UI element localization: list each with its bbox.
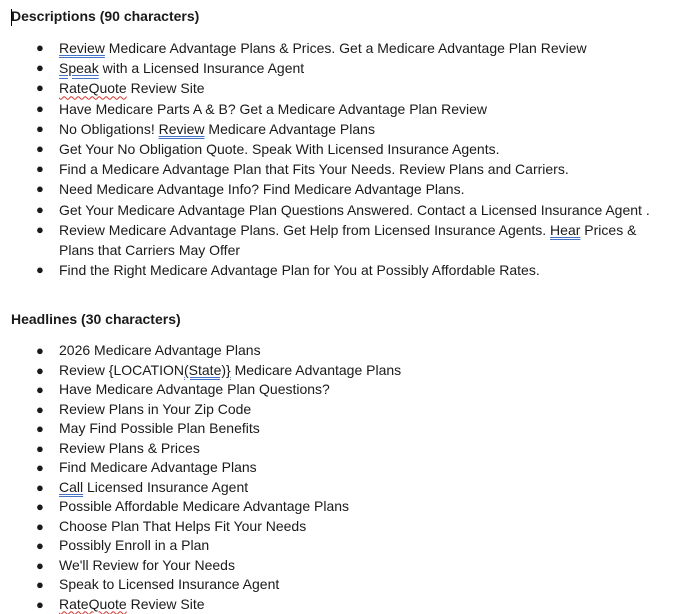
list-item <box>11 200 651 220</box>
bullet-icon: ● <box>36 596 44 612</box>
bullet-icon: ● <box>36 499 44 514</box>
item-text: Have Medicare Parts A & B? Get a Medicare Advantage Plan Review <box>59 100 488 117</box>
list-item <box>11 78 651 98</box>
item-text: Licensed Insurance Agent <box>83 478 249 495</box>
list-item <box>11 99 651 119</box>
list-item <box>11 260 651 280</box>
item-text: Get Your No Obligation Quote. Speak With Licensed Insurance Agents. <box>59 141 500 158</box>
item-text: Review {LOCATION <box>59 361 184 378</box>
list-item <box>11 419 651 439</box>
item-text: We'll Review for Your Needs <box>59 556 235 573</box>
bullet-icon: ● <box>36 120 44 136</box>
list-item <box>11 119 651 139</box>
list-item <box>11 380 651 400</box>
bullet-icon: ● <box>36 421 44 436</box>
item-text: Choose Plan That Helps Fit Your Needs <box>59 517 307 534</box>
list-item <box>11 517 651 537</box>
item-text: Need Medicare Advantage Info? Find Medicare Advantage Plans. <box>59 181 465 198</box>
item-text: Find Medicare Advantage Plans <box>59 459 257 475</box>
bullet-icon: ● <box>36 382 44 397</box>
grammar-flag-word[interactable]: Review <box>158 120 205 137</box>
list-item <box>11 458 651 478</box>
item-text: Medicare Advantage Plans <box>204 120 375 137</box>
bullet-icon: ● <box>36 557 44 573</box>
spelling-error-word[interactable]: RateQuote <box>59 80 127 97</box>
grammar-flag-word[interactable]: Hear <box>550 221 581 238</box>
list-item <box>11 536 651 556</box>
list-item <box>11 400 651 420</box>
item-text: Review Plans & Prices <box>59 439 200 456</box>
item-text: Medicare Advantage Plans <box>230 361 402 378</box>
item-text: with a Licensed Insurance Agent <box>98 60 305 77</box>
item-text: Have Medicare Advantage Plan Questions? <box>59 381 330 397</box>
item-text: Possibly Enroll in a Plan <box>59 537 210 553</box>
list-item <box>11 361 651 381</box>
bullet-icon: ● <box>36 577 44 592</box>
descriptions-heading: Descriptions (90 characters) <box>11 8 200 24</box>
bullet-icon: ● <box>36 141 44 157</box>
list-item <box>11 220 651 260</box>
spelling-error-word[interactable]: RateQuote <box>59 595 127 612</box>
headlines-list <box>11 341 651 614</box>
item-text: Possible Affordable Medicare Advantage Plans <box>59 498 350 514</box>
item-text: Find the Right Medicare Advantage Plan for You at Possibly Affordable Rates. <box>59 262 540 279</box>
bullet-icon: ● <box>36 221 44 237</box>
grammar-flag-word[interactable]: Review <box>59 40 105 56</box>
list-item <box>11 439 651 459</box>
bullet-icon: ● <box>36 60 44 76</box>
list-item <box>11 595 651 614</box>
list-item <box>11 38 651 58</box>
item-text: Review Site <box>126 80 205 97</box>
grammar-flag-word[interactable]: Speak <box>59 60 99 77</box>
list-item <box>11 497 651 517</box>
list-item <box>11 478 651 498</box>
bullet-icon: ● <box>36 460 44 475</box>
bullet-icon: ● <box>36 262 44 278</box>
bullet-icon: ● <box>36 440 44 456</box>
list-item <box>11 575 651 595</box>
bullet-icon: ● <box>36 40 44 55</box>
item-text: Review Plans in Your Zip Code <box>59 400 252 417</box>
item-text: 2026 Medicare Advantage Plans <box>59 342 261 358</box>
bullet-icon: ● <box>36 161 44 177</box>
headlines-heading: Headlines (30 characters) <box>11 311 181 327</box>
list-item <box>11 58 651 78</box>
item-text: No Obligations! <box>59 120 159 137</box>
bullet-icon: ● <box>36 362 44 378</box>
item-text: Review Medicare Advantage Plans. Get Help from Licensed Insurance Agents. <box>59 221 551 238</box>
bullet-icon: ● <box>36 518 44 534</box>
bullet-icon: ● <box>36 181 44 197</box>
item-text: Speak to Licensed Insurance Agent <box>59 576 280 592</box>
item-text: May Find Possible Plan Benefits <box>59 420 260 436</box>
item-text: Review Site <box>126 595 205 612</box>
list-item <box>11 341 651 361</box>
list-item <box>11 159 651 179</box>
list-item <box>11 556 651 576</box>
bullet-icon: ● <box>36 80 44 96</box>
grammar-flag-word[interactable]: Call <box>59 478 84 495</box>
bullet-icon: ● <box>36 201 44 217</box>
item-text: Medicare Advantage Plans & Prices. Get a Medicare Advantage Plan Review <box>104 40 587 56</box>
item-text: Get Your Medicare Advantage Plan Questions Answered. Contact a Licensed Insurance Agent . <box>59 201 650 218</box>
list-item <box>11 179 651 199</box>
bullet-icon: ● <box>36 401 44 417</box>
bullet-icon: ● <box>36 343 44 358</box>
bullet-icon: ● <box>36 100 44 116</box>
item-text: Prices & Plans that Carriers May Offer <box>59 221 637 259</box>
list-item <box>11 139 651 159</box>
item-text: Find a Medicare Advantage Plan that Fits Your Needs. Review Plans and Carriers. <box>59 161 569 178</box>
bullet-icon: ● <box>36 479 44 495</box>
grammar-flag-word[interactable]: (State)} <box>184 361 231 378</box>
bullet-icon: ● <box>36 538 44 553</box>
descriptions-list <box>11 38 651 280</box>
